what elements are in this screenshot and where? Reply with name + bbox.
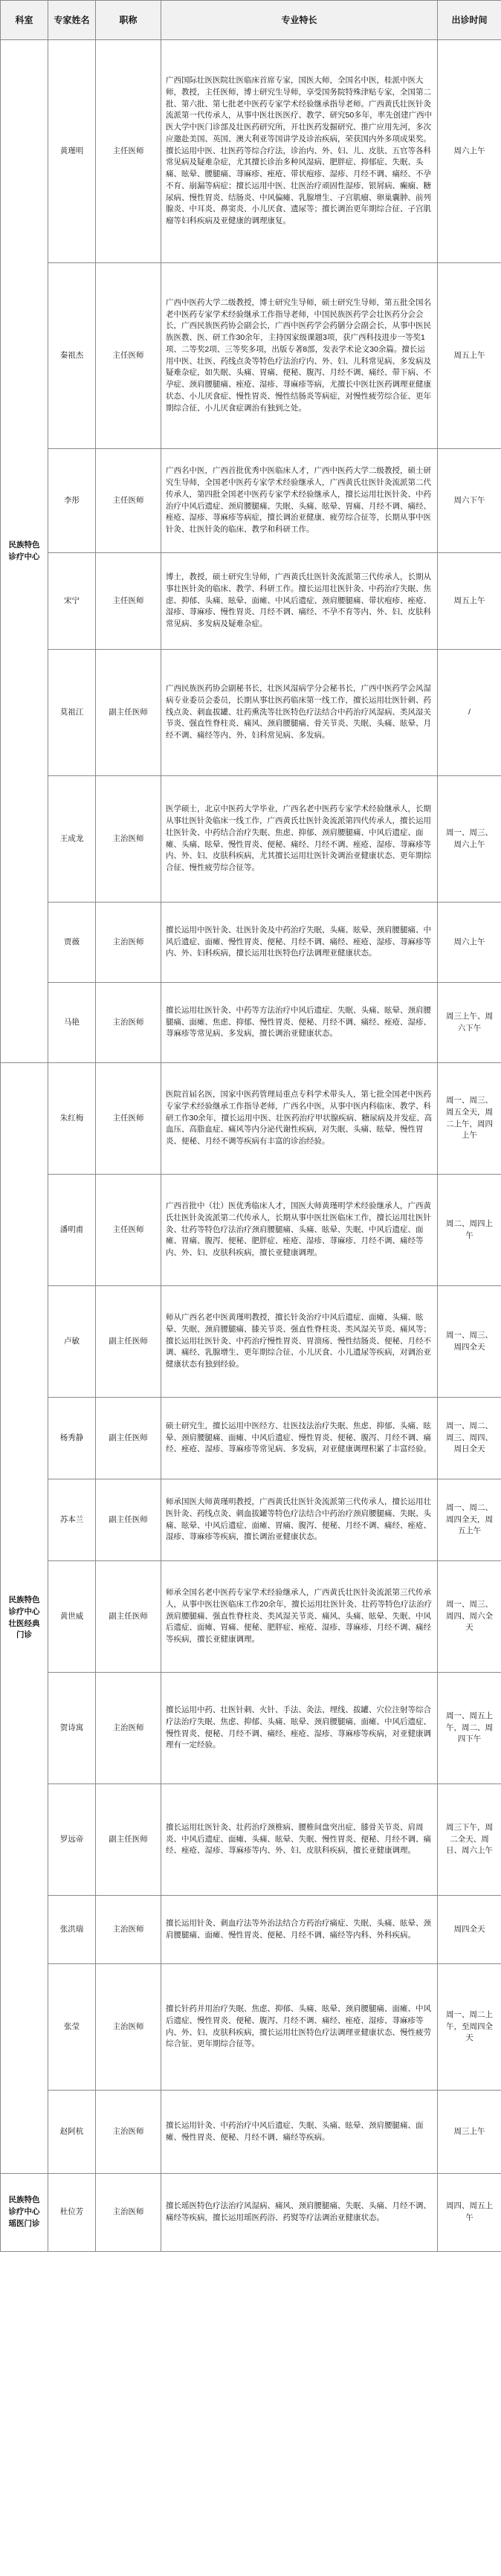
clinic-time: 周一、周五上午，周二、周四下午 — [438, 1673, 501, 1784]
expert-title: 主任医师 — [96, 449, 161, 553]
table-row — [1, 1063, 501, 1175]
expert-name: 李彤 — [48, 449, 96, 553]
clinic-time: 周三上午 — [438, 2091, 501, 2174]
expert-name: 宋宁 — [48, 553, 96, 650]
expert-title: 主治医师 — [96, 903, 161, 983]
table-row — [1, 1479, 501, 1561]
expert-specialty: 擅长运用针灸、刺血疗法等外治法结合方药治疗痛症、失眠、头痛、眩晕、颈肩腰腿痛、面瘫、慢性胃炎、便秘、月经不调、痛经等内科、外科疾病。 — [161, 1896, 438, 1964]
expert-title: 主任医师 — [96, 553, 161, 650]
table-row — [1, 1673, 501, 1784]
expert-name: 王成龙 — [48, 776, 96, 903]
clinic-time: 周一、周三、周四、周六全天 — [438, 1561, 501, 1673]
expert-title: 主治医师 — [96, 983, 161, 1063]
expert-specialty: 广西民族医药协会副秘书长，壮医风湿病学分会秘书长，广西中医药学会风湿病专业委员会委员，长期从事壮医药临床第一线工作，擅长运用壮医针刺、药线点灸、刺血拔罐、壮药熏洗等壮医特色疗法结合中药治疗风湿病、类风湿关节炎、强直性脊柱炎、痛风、颈肩腰腿痛、骨关节炎、失眠、头痛、眩晕、月经不调、痛经等内、外、妇科常见病、多发病。 — [161, 650, 438, 776]
expert-specialty: 医院首届名医，国家中医药管理局重点专科学术带头人，第七批全国老中医药专家学术经验继承工作指导老师，广西名中医，从事中医内科临床、教学、科研工作30余年，擅长运用中医、壮医药治疗甲状腺疾病、糖尿病及并发症、高血压、高脂血症、痛风等内分泌代谢性疾病，对失眠、头痛、眩晕、慢性胃炎、便秘、月经不调等疾病有丰富的诊治经验。 — [161, 1063, 438, 1175]
expert-title: 主任医师 — [96, 263, 161, 449]
expert-specialty: 擅长瑶医特色疗法治疗风湿病、痛风、颈肩腰腿痛、失眠、头痛、月经不调、痛经等疾病，擅长运用瑶医药浴、药熨等疗法调治亚健康状态。 — [161, 2174, 438, 2252]
clinic-time: 周一、周二上午，至周四全天 — [438, 1964, 501, 2091]
table-row — [1, 776, 501, 903]
table-row — [1, 983, 501, 1063]
expert-name: 杨秀静 — [48, 1398, 96, 1479]
clinic-time: 周三下午，周二全天、周日、周六上午 — [438, 1784, 501, 1896]
expert-specialty: 广西中医药大学二级教授，博士研究生导师，硕士研究生导师，第五批全国名老中医药专家学术经验继承工作指导老师，中国民族医药学会壮医药分会会长，广西民族医药协会副会长，广西中医药学会药膳分会副会长，从事中医民族医教、医、研工作30余年，主持国家级课题3项，获广西科技进步一等奖1项、二等奖2项、三等奖多项，出版专著8部，发表学术论文30余篇。擅长运用中医、壮医、药线点灸等特色疗法治疗内、外、妇、儿科常见病、多发病及疑难杂症，如失眠、头痛、胃痛、便秘、腹泻、月经不调、痛经、带下病、不孕症、颈肩腰腿痛、痤疮、湿疹、荨麻疹等病，尤擅长中医壮医药调理亚健康状态、小儿厌食症、慢性胃炎、慢性结肠炎等病症，对慢性疲劳综合征、更年期综合征、小儿厌食症调治有独到之处。 — [161, 263, 438, 449]
clinic-time: 周一、周三、周五全天，周二上午，周四上午 — [438, 1063, 501, 1175]
clinic-time: 周一、周三、周四全天 — [438, 1286, 501, 1398]
expert-title: 副主任医师 — [96, 1784, 161, 1896]
expert-title: 主任医师 — [96, 40, 161, 263]
expert-title: 主治医师 — [96, 1896, 161, 1964]
expert-title: 副主任医师 — [96, 650, 161, 776]
expert-name: 黄瑾明 — [48, 40, 96, 263]
expert-specialty: 医学硕士，北京中医药大学毕业，广西名老中医药专家学术经验继承人，长期从事壮医针灸临床一线工作，广西黄氏壮医针灸流派第四代传承人，擅长运用壮医针灸、中药结合治疗失眠、焦虑、抑郁、颈肩腰腿痛、中风后遗症、面瘫、头痛、眩晕、慢性胃炎、便秘、痛经、月经不调、痤疮、湿疹、荨麻疹等内、外、妇、皮肤科疾病，尤其擅长运用壮医针灸调治亚健康状态、更年期综合征、慢性疲劳综合征等。 — [161, 776, 438, 903]
expert-specialty: 擅长运用针灸、中药治疗中风后遗症、失眠、头痛、眩晕、颈肩腰腿痛、面瘫、慢性胃炎、便秘、月经不调、痛经等疾病。 — [161, 2091, 438, 2174]
expert-specialty: 师从广西名老中医黄瑾明教授，擅长针灸治疗中风后遗症、面瘫、头痛、眩晕、失眠、颈肩腰腿痛、膝关节炎、强直性脊柱炎、类风湿关节炎、痛风等；擅长运用壮医针灸、中药治疗慢性胃炎、胃溃疡、慢性结肠炎、便秘、月经不调、痛经、乳腺增生、更年期综合征、小儿厌食、小儿遗尿等疾病，对调治亚健康状态有独到经验。 — [161, 1286, 438, 1398]
expert-name: 黄世威 — [48, 1561, 96, 1673]
header-name: 专家姓名 — [48, 1, 96, 40]
expert-name: 赵阿杭 — [48, 2091, 96, 2174]
expert-name: 马艳 — [48, 983, 96, 1063]
expert-title: 主任医师 — [96, 1175, 161, 1286]
table-row — [1, 1784, 501, 1896]
expert-title: 副主任医师 — [96, 1479, 161, 1561]
clinic-time: 周六上午 — [438, 903, 501, 983]
clinic-time: 周一、周二、周四全天，周五上午 — [438, 1479, 501, 1561]
expert-title: 主治医师 — [96, 1673, 161, 1784]
expert-specialty: 擅长运用中药、壮医针刺、火针、手法、灸法、埋线、拔罐、穴位注射等综合疗法治疗失眠、焦虑、抑郁、头痛、眩晕、颈肩腰腿痛、面瘫、中风后遗症、慢性胃炎、便秘、月经不调、痛经、痤疮、湿疹、荨麻疹等疾病，对亚健康调理有一定经验。 — [161, 1673, 438, 1784]
expert-specialty: 广西首批中（壮）医优秀临床人才，国医大师黄瑾明学术经验继承人，广西黄氏壮医针灸流派第二代传承人，长期从事中医壮医临床工作，擅长运用壮医针灸、壮药等特色疗法治疗颈肩腰腿痛、头痛、眩晕、失眠、中风后遗症、面瘫、胃痛、腹泻、便秘、肥胖症、痤疮、湿疹、荨麻疹、月经不调、痛经等内、外、妇、皮肤科疾病，擅长亚健康调理。 — [161, 1175, 438, 1286]
expert-specialty: 广西国际壮医医院壮医临床首席专家，国医大师，全国名中医，桂派中医大师，教授，主任医师，博士研究生导师，享受国务院特殊津贴专家，全国第二批、第六批、第七批老中医药专家学术经验继承指导老师。广西黄氏壮医针灸流派第一代传承人，从事中医壮医医疗、教学、研究50多年，率先创建广西中医大学中医门诊部及壮医药研究所，开壮医药发掘研究、推广应用先河，多次应邀赴美国、英国、澳大利亚等国讲学及诊治疾病，荣获国内外多项成果奖。擅长运用中医、壮医药等综合疗法，诊治内、外、妇、儿、皮肤、五官等各科常见病及疑难杂症，尤其擅长诊治多种风湿病、肥胖症、抑郁症、失眠、头痛、眩晕、腰腿痛、荨麻疹、痤疮、带状疱疹、湿疹、月经不调、痛经、不孕不育、崩漏等病症；擅长运用中医、壮医治疗顽固性湿疹、银屑病、癫痫、糖尿病、慢性胃炎、结肠炎、中风偏瘫、乳腺增生、子宫肌瘤、卵巢囊肿、前列腺炎、中耳炎、鼻窦炎、小儿厌食、遗尿等；擅长调治更年期综合征、子宫肌瘤等妇科疾病及亚健康的调理康复。 — [161, 40, 438, 263]
table-row — [1, 263, 501, 449]
expert-name: 张洪瑞 — [48, 1896, 96, 1964]
table-row — [1, 2091, 501, 2174]
clinic-time: 周六上午 — [438, 40, 501, 263]
expert-specialty: 擅长针药并用治疗失眠、焦虑、抑郁、头痛、眩晕、颈肩腰腿痛、面瘫、中风后遗症、慢性胃炎、便秘、腹泻、月经不调、痛经、痤疮、湿疹、荨麻疹等内、外、妇、皮肤科疾病，擅长运用壮医特色疗法调理亚健康状态、慢性疲劳综合征、更年期综合征等。 — [161, 1964, 438, 2091]
table-row — [1, 1175, 501, 1286]
header-title: 职称 — [96, 1, 161, 40]
expert-specialty: 擅长运用壮医针灸、壮药治疗颈椎病、腰椎间盘突出症、膝骨关节炎、肩周炎、中风后遗症、面瘫、头痛、眩晕、失眠、慢性胃炎、便秘、月经不调、痛经、痤疮、湿疹、荨麻疹等内、外、妇、皮肤科疾病，擅长亚健康调理。 — [161, 1784, 438, 1896]
clinic-time: 周五上午 — [438, 263, 501, 449]
table-row — [1, 903, 501, 983]
table-row — [1, 1286, 501, 1398]
table-row — [1, 449, 501, 553]
expert-name: 贺诗寓 — [48, 1673, 96, 1784]
expert-name: 朱红梅 — [48, 1063, 96, 1175]
table-row — [1, 2174, 501, 2252]
expert-title: 主治医师 — [96, 2174, 161, 2252]
header-dept: 科室 — [1, 1, 48, 40]
table-row — [1, 1561, 501, 1673]
header-time: 出诊时间 — [438, 1, 501, 40]
clinic-time: 周六下午 — [438, 449, 501, 553]
expert-specialty: 擅长运用壮医针灸、中药等方法治疗中风后遗症、失眠、头痛、眩晕、颈肩腰腿痛、面瘫、焦虑、抑郁、慢性胃炎、便秘、月经不调、痛经、痤疮、湿疹、荨麻疹等常见病、多发病，擅长调治亚健康状态。 — [161, 983, 438, 1063]
expert-title: 副主任医师 — [96, 1398, 161, 1479]
expert-title: 主任医师 — [96, 1063, 161, 1175]
clinic-time: 周一、周二、周三、周四、周日全天 — [438, 1398, 501, 1479]
expert-name: 苏本兰 — [48, 1479, 96, 1561]
clinic-time: 周三上午、周六下午 — [438, 983, 501, 1063]
header-specialty: 专业特长 — [161, 1, 438, 40]
table-row — [1, 650, 501, 776]
expert-specialty: 广西名中医，广西首批优秀中医临床人才，广西中医药大学二级教授，硕士研究生导师，全国老中医药专家学术经验继承人，广西黄氏壮医针灸流派第二代传承人，第四批全国老中医药专家学术经验继承人，擅长运用壮医针灸、中药治疗中风后遗症、颈肩腰腿痛、失眠、头痛、眩晕、胃痛、月经不调、痛经、痤疮、湿疹、荨麻疹等病症，擅长调治亚健康、疲劳综合征等，长期从事中医针灸、壮医针灸的临床、教学和科研工作。 — [161, 449, 438, 553]
expert-specialty: 博士，教授，硕士研究生导师，广西黄氏壮医针灸流派第三代传承人，长期从事壮医针灸的临床、教学、科研工作。擅长运用壮医针灸、中药治疗失眠、焦虑、抑郁、头痛、眩晕、面瘫、中风后遗症、颈肩腰腿痛、带状疱疹、痤疮、湿疹、荨麻疹、慢性胃炎、月经不调、痛经、不孕不育等内、外、妇、皮肤科常见病、多发病及疑难杂症。 — [161, 553, 438, 650]
clinic-time: 周一、周三、周六上午 — [438, 776, 501, 903]
expert-name: 贾薇 — [48, 903, 96, 983]
expert-specialty: 硕士研究生，擅长运用中医经方、壮医技法治疗失眠、焦虑、抑郁、头痛、眩晕、颈肩腰腿痛、面瘫、中风后遗症、慢性胃炎、便秘、腹泻、月经不调、痛经、痤疮、湿疹、荨麻疹等常见病、多发病，对亚健康调理积累了丰富经验。 — [161, 1398, 438, 1479]
expert-specialty: 擅长运用中医针灸、壮医针灸及中药治疗失眠、头痛、眩晕、颈肩腰腿痛、中风后遗症、面瘫、慢性胃炎、便秘、月经不调、痛经、痤疮、湿疹、荨麻疹等内、外、妇科疾病，擅长运用壮医特色疗法调理亚健康状态。 — [161, 903, 438, 983]
clinic-time: 周四、周五上午 — [438, 2174, 501, 2252]
expert-name: 秦祖杰 — [48, 263, 96, 449]
expert-title: 主治医师 — [96, 1964, 161, 2091]
expert-name: 莫祖江 — [48, 650, 96, 776]
expert-name: 杜位芳 — [48, 2174, 96, 2252]
expert-name: 潘明甫 — [48, 1175, 96, 1286]
expert-name: 张莹 — [48, 1964, 96, 2091]
expert-title: 主治医师 — [96, 776, 161, 903]
expert-specialty: 师承全国名老中医药专家学术经验继承人，广西黄氏壮医针灸流派第三代传承人，从事中医壮医临床工作20余年，擅长运用壮医针灸、壮药等特色疗法治疗颈肩腰腿痛、强直性脊柱炎、类风湿关节炎、痛风、头痛、眩晕、失眠、中风后遗症、面瘫、胃痛、便秘、肥胖症、痤疮、湿疹、荨麻疹、月经不调、痛经等疾病，擅长亚健康调理。 — [161, 1561, 438, 1673]
clinic-time: 周二、周四上午 — [438, 1175, 501, 1286]
table-row — [1, 1398, 501, 1479]
expert-title: 副主任医师 — [96, 1561, 161, 1673]
clinic-time: 周四全天 — [438, 1896, 501, 1964]
expert-title: 主治医师 — [96, 2091, 161, 2174]
table-row — [1, 553, 501, 650]
table-header-row — [1, 1, 501, 40]
department-cell: 民族特色诊疗中心瑶医门诊 — [1, 2174, 48, 2252]
expert-specialty: 师承国医大师黄瑾明教授，广西黄氏壮医针灸流派第三代传承人，擅长运用壮医针灸、药线点灸、刺血拔罐等特色疗法结合中药治疗颈肩腰腿痛、失眠、头痛、眩晕、中风后遗症、面瘫、胃痛、腹泻、便秘、月经不调、痛经、痤疮、湿疹、荨麻疹等疾病，擅长调治亚健康状态。 — [161, 1479, 438, 1561]
clinic-time: / — [438, 650, 501, 776]
expert-name: 卢敏 — [48, 1286, 96, 1398]
expert-name: 罗远帝 — [48, 1784, 96, 1896]
table-row — [1, 1964, 501, 2091]
department-cell: 民族特色诊疗中心壮医经典门诊 — [1, 1063, 48, 2174]
clinic-time: 周五上午 — [438, 553, 501, 650]
table-row — [1, 40, 501, 263]
department-cell: 民族特色诊疗中心 — [1, 40, 48, 1063]
expert-title: 副主任医师 — [96, 1286, 161, 1398]
table-row — [1, 1896, 501, 1964]
